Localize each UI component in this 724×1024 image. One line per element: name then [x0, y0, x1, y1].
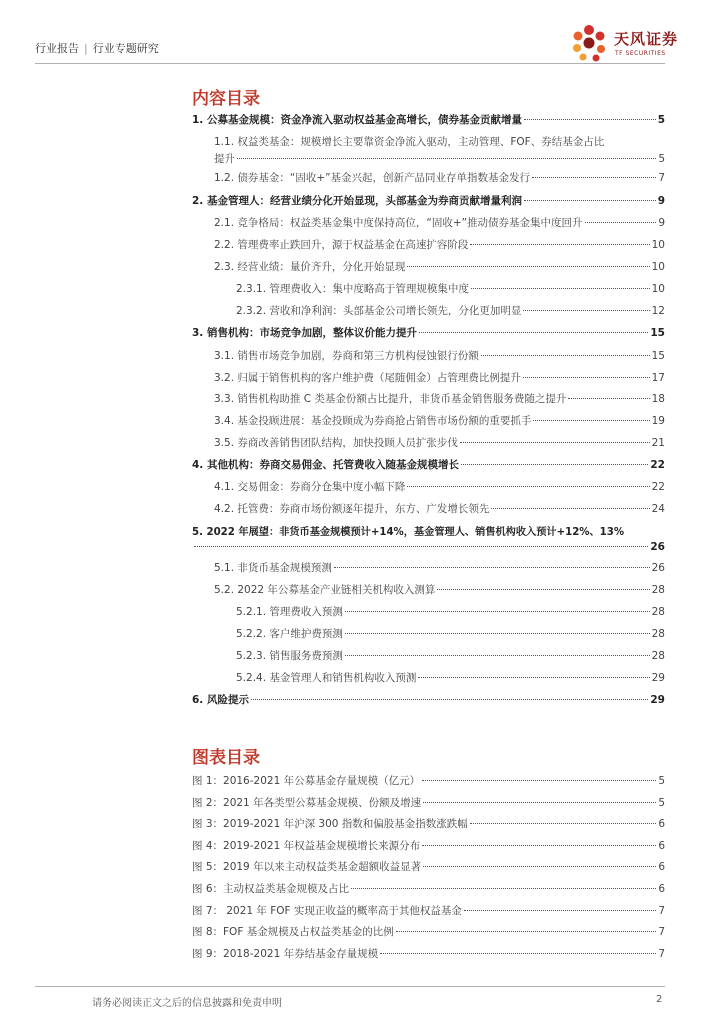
header-separator: | — [84, 42, 88, 55]
toc-entry-7[interactable] — [214, 259, 665, 274]
toc-entry-13-title: 3.3. 销售机构助推 C 类基金份额占比提升，非货币基金销售服务费随之提升 — [214, 393, 567, 405]
toc-entry-3-title: 1.2. 债券基金：“固收+”基金兴起，创新产品同业存单指数基金发行 — [214, 172, 531, 184]
toc-entry-6-page: 10 — [651, 239, 665, 251]
toc-entry-18-title: 4.2. 托管费：券商市场份额逐年提升，东方、广发增长领先 — [214, 503, 490, 515]
toc-entry-19-title[interactable]: 5. 2022 年展望：非货币基金规模预计+14%，基金管理人、销售机构收入预计+12%、13% — [192, 527, 625, 538]
toc-entry-25[interactable] — [236, 670, 665, 685]
toc-entry-24[interactable] — [236, 648, 665, 663]
toc-entry-11[interactable] — [214, 348, 665, 363]
toc-entry-13-page: 18 — [651, 393, 665, 405]
toc-entry-5[interactable] — [214, 215, 665, 230]
toc-entry-23[interactable] — [236, 626, 665, 641]
figure-entry-8[interactable] — [192, 924, 665, 939]
leader-dots — [422, 780, 656, 781]
leader-dots — [422, 845, 656, 846]
leader-dots — [334, 567, 650, 568]
toc-entry-2-continuation[interactable] — [214, 151, 665, 166]
figure-entry-8-title: 图 8：FOF 基金规模及占权益类基金的比例 — [192, 926, 394, 938]
figure-entry-6-title: 图 6：主动权益类基金规模及占比 — [192, 883, 350, 895]
toc-entry-13[interactable] — [214, 391, 665, 406]
leader-dots — [345, 633, 650, 634]
toc-entry-12[interactable] — [214, 370, 665, 385]
leader-dots — [461, 464, 648, 465]
toc-entry-10[interactable] — [192, 325, 665, 340]
figure-entry-6[interactable] — [192, 881, 665, 896]
figure-entry-7-title: 图 7： 2021 年 FOF 实现正收益的概率高于其他权益基金 — [192, 905, 462, 917]
toc-entry-11-title: 3.1. 销售市场竞争加剧，券商和第三方机构侵蚀银行份额 — [214, 350, 479, 362]
toc-entry-4-page: 9 — [657, 195, 665, 207]
figures-title: 图表目录 — [192, 748, 260, 768]
figure-entry-6-page: 6 — [658, 883, 665, 895]
page-number: 2 — [656, 994, 663, 1005]
leader-dots — [524, 200, 656, 201]
toc-entry-3[interactable] — [214, 170, 665, 185]
leader-dots — [464, 910, 656, 911]
toc-entry-26-page: 29 — [650, 694, 665, 706]
toc-entry-14-page: 19 — [651, 415, 665, 427]
leader-dots — [491, 508, 649, 509]
toc-entry-8[interactable] — [236, 281, 665, 296]
toc-entry-21[interactable] — [214, 582, 665, 597]
toc-entry-18-page: 24 — [651, 503, 665, 515]
figure-entry-5-title: 图 5：2019 年以来主动权益类基金超额收益显著 — [192, 861, 422, 873]
toc-entry-4-title: 2. 基金管理人：经营业绩分化开始显现，头部基金为券商贡献增量利润 — [192, 195, 522, 207]
figure-entry-4-title: 图 4：2019-2021 年权益基金规模增长来源分布 — [192, 840, 421, 852]
toc-entry-10-page: 15 — [650, 327, 665, 339]
leader-dots — [351, 888, 656, 889]
toc-entry-12-title: 3.2. 归属于销售机构的客户维护费（尾随佣金）占管理费比例提升 — [214, 372, 521, 384]
leader-dots — [471, 288, 650, 289]
figure-entry-2-title: 图 2：2021 年各类型公募基金规模、份额及增速 — [192, 797, 422, 809]
leader-dots — [419, 332, 648, 333]
toc-entry-7-page: 10 — [651, 261, 665, 273]
toc-entry-2-cont-text: 提升 — [214, 153, 235, 165]
leader-dots — [345, 655, 650, 656]
toc-entry-14[interactable] — [214, 413, 665, 428]
figure-entry-4[interactable] — [192, 838, 665, 853]
figure-entry-3-page: 6 — [658, 818, 665, 830]
toc-entry-18[interactable] — [214, 501, 665, 516]
toc-entry-1[interactable] — [192, 112, 665, 127]
leader-dots — [523, 377, 650, 378]
toc-entry-15[interactable] — [214, 435, 665, 450]
logo-english: TF SECURITIES — [615, 50, 666, 57]
report-category — [35, 40, 159, 56]
toc-entry-15-title: 3.5. 券商改善销售团队结构，加快投顾人员扩张步伐 — [214, 437, 458, 449]
leader-dots — [523, 310, 649, 311]
figure-entry-5[interactable] — [192, 859, 665, 874]
toc-entry-17-page: 22 — [651, 481, 665, 493]
toc-entry-14-title: 3.4. 基金投顾进展：基金投顾成为券商抢占销售市场份额的重要抓手 — [214, 415, 532, 427]
toc-entry-26-title: 6. 风险提示 — [192, 694, 249, 706]
figure-entry-1[interactable] — [192, 773, 665, 788]
leader-dots — [194, 546, 648, 547]
leader-dots — [345, 611, 650, 612]
toc-entry-7-title: 2.3. 经营业绩：量价齐升，分化开始显现 — [214, 261, 406, 273]
toc-entry-25-title: 5.2.4. 基金管理人和销售机构收入预测 — [236, 672, 417, 684]
toc-entry-6-title: 2.2. 管理费率止跌回升，源于权益基金在高速扩容阶段 — [214, 239, 469, 251]
toc-entry-16-title: 4. 其他机构：券商交易佣金、托管费收入随基金规模增长 — [192, 459, 459, 471]
toc-entry-2-page: 5 — [658, 153, 665, 165]
toc-entry-10-title: 3. 销售机构：市场竞争加剧，整体议价能力提升 — [192, 327, 417, 339]
toc-entry-1-page: 5 — [657, 114, 665, 126]
leader-dots — [407, 266, 649, 267]
toc-entry-6[interactable] — [214, 237, 665, 252]
figure-entry-5-page: 6 — [658, 861, 665, 873]
leader-dots — [396, 931, 657, 932]
toc-entry-20-page: 26 — [651, 562, 665, 574]
toc-entry-21-title: 5.2. 2022 年公募基金产业链相关机构收入测算 — [214, 584, 436, 596]
logo-flower-icon — [568, 22, 610, 64]
toc-entry-23-title: 5.2.2. 客户维护费预测 — [236, 628, 343, 640]
toc-entry-15-page: 21 — [651, 437, 665, 449]
toc-entry-8-page: 10 — [651, 283, 665, 295]
header-left: 行业报告 — [35, 42, 79, 55]
toc-entry-5-title: 2.1. 竞争格局：权益类基金集中度保持高位，“固收+”推动债券基金集中度回升 — [214, 217, 583, 229]
figure-entry-8-page: 7 — [658, 926, 665, 938]
toc-entry-25-page: 29 — [651, 672, 665, 684]
leader-dots — [532, 177, 656, 178]
toc-entry-1-title: 1. 公募基金规模：资金净流入驱动权益基金高增长，债券基金贡献增量 — [192, 114, 522, 126]
leader-dots — [418, 677, 649, 678]
leader-dots — [437, 589, 649, 590]
toc-entry-19-page: 26 — [650, 541, 665, 553]
leader-dots — [423, 866, 656, 867]
leader-dots — [251, 699, 648, 700]
toc-entry-26[interactable] — [192, 692, 665, 707]
toc-entry-17[interactable] — [214, 479, 665, 494]
toc-entry-22-title: 5.2.1. 管理费收入预测 — [236, 606, 343, 618]
brand-logo — [568, 22, 678, 64]
toc-entry-24-page: 28 — [651, 650, 665, 662]
leader-dots — [524, 119, 656, 120]
leader-dots — [407, 486, 649, 487]
logo-name: 天风证券 — [614, 30, 679, 48]
toc-entry-4[interactable] — [192, 193, 665, 208]
leader-dots — [237, 158, 656, 159]
figure-entry-9[interactable] — [192, 946, 665, 961]
leader-dots — [470, 244, 649, 245]
toc-entry-9-title: 2.3.2. 营收和净利润：头部基金公司增长领先，分化更加明显 — [236, 305, 522, 317]
leader-dots — [568, 398, 649, 399]
footer-disclaimer: 请务必阅读正文之后的信息披露和免责申明 — [92, 998, 282, 1009]
footer-divider — [35, 986, 665, 987]
toc-entry-5-page: 9 — [658, 217, 665, 229]
leader-dots — [380, 953, 656, 954]
figure-entry-1-title: 图 1：2016-2021 年公募基金存量规模（亿元） — [192, 775, 421, 787]
figure-entry-2-page: 5 — [658, 797, 665, 809]
toc-entry-8-title: 2.3.1. 管理费收入：集中度略高于管理规模集中度 — [236, 283, 469, 295]
header-right: 行业专题研究 — [92, 42, 159, 55]
toc-entry-2-title[interactable]: 1.1. 权益类基金：规模增长主要靠资金净流入驱动，主动管理、FOF、券结基金占比 — [214, 136, 605, 148]
toc-entry-22-page: 28 — [651, 606, 665, 618]
toc-entry-12-page: 17 — [651, 372, 665, 384]
leader-dots — [533, 420, 649, 421]
figure-entry-4-page: 6 — [658, 840, 665, 852]
toc-entry-9[interactable] — [236, 303, 665, 318]
figure-entry-9-page: 7 — [658, 948, 665, 960]
toc-entry-19-continuation[interactable] — [192, 541, 665, 553]
figure-entry-7-page: 7 — [658, 905, 665, 917]
toc-entry-20[interactable] — [214, 560, 665, 575]
toc-entry-22[interactable] — [236, 604, 665, 619]
toc-entry-11-page: 15 — [651, 350, 665, 362]
toc-entry-23-page: 28 — [651, 628, 665, 640]
toc-entry-3-page: 7 — [658, 172, 665, 184]
toc-entry-17-title: 4.1. 交易佣金：券商分仓集中度小幅下降 — [214, 481, 406, 493]
figure-entry-9-title: 图 9：2018-2021 年券结基金存量规模 — [192, 948, 379, 960]
toc-entry-16[interactable] — [192, 457, 665, 472]
toc-entry-20-title: 5.1. 非货币基金规模预测 — [214, 562, 332, 574]
toc-title: 内容目录 — [192, 89, 260, 109]
figure-entry-1-page: 5 — [658, 775, 665, 787]
leader-dots — [423, 802, 656, 803]
figure-entry-3-title: 图 3：2019-2021 年沪深 300 指数和偏股基金指数涨跌幅 — [192, 818, 468, 830]
toc-entry-21-page: 28 — [651, 584, 665, 596]
leader-dots — [585, 222, 657, 223]
toc-entry-9-page: 12 — [651, 305, 665, 317]
leader-dots — [460, 442, 650, 443]
figure-entry-7[interactable] — [192, 903, 665, 918]
toc-entry-24-title: 5.2.3. 销售服务费预测 — [236, 650, 343, 662]
figure-entry-2[interactable] — [192, 795, 665, 810]
leader-dots — [470, 823, 657, 824]
figure-entry-3[interactable] — [192, 816, 665, 831]
leader-dots — [481, 355, 650, 356]
toc-entry-16-page: 22 — [650, 459, 665, 471]
